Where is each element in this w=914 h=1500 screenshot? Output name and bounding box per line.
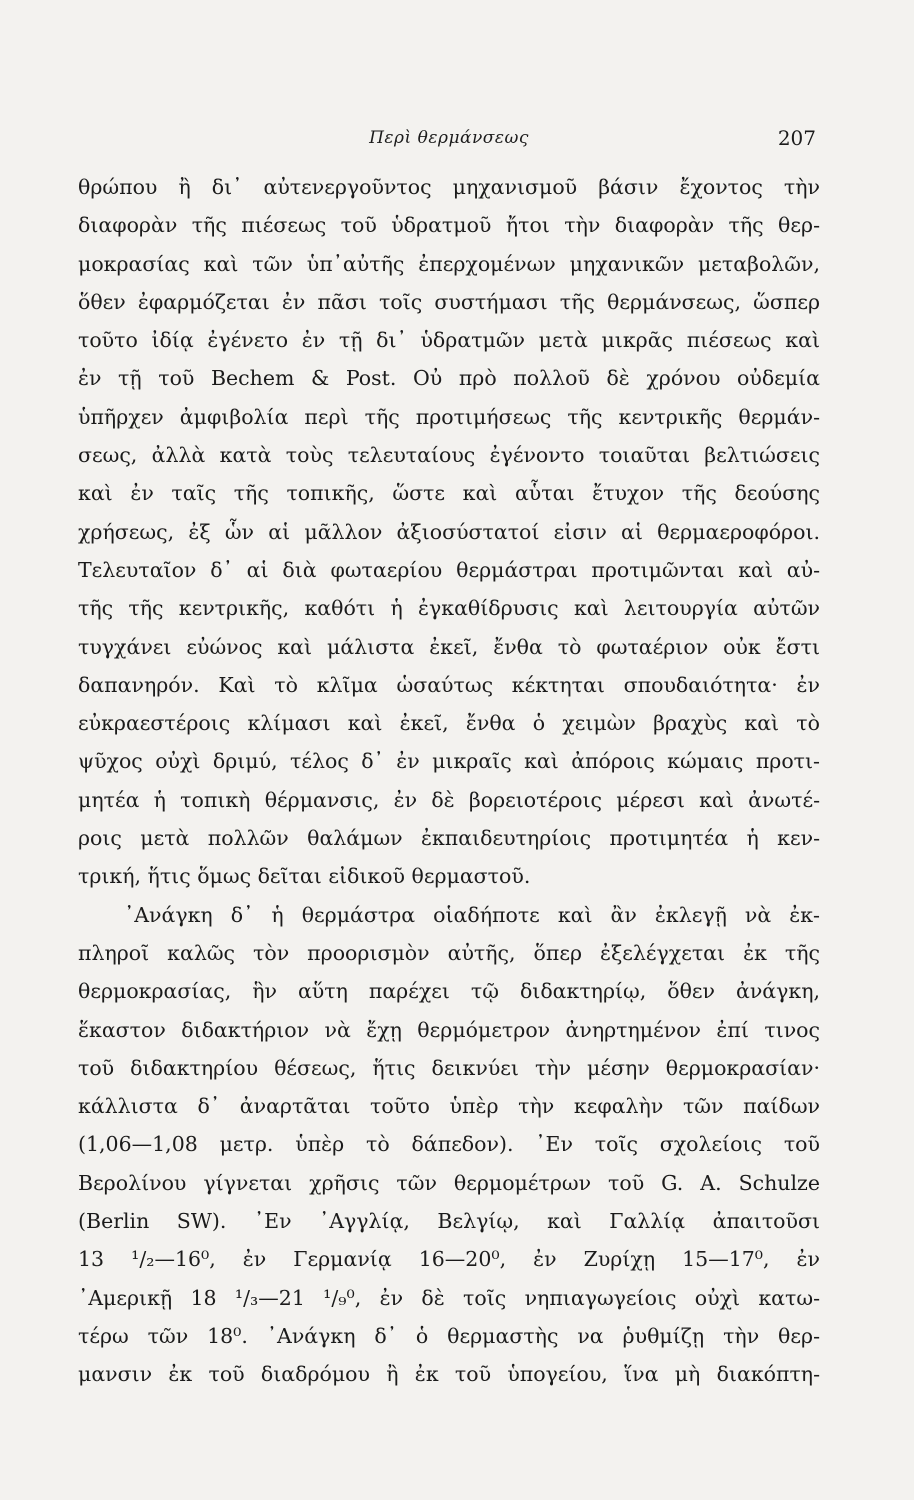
- text-line: τρική, ἥτις ὅμως δεῖται εἰδικοῦ θερμαστοῦ.: [78, 864, 531, 889]
- text-line: τοῦ διδακτηρίου θέσεως, ἥτις δεικνύει τὴν μέσην θερμοκρασίαν·: [78, 1055, 820, 1080]
- text-line: σεως, ἀλλὰ κατὰ τοὺς τελευταίους ἐγένοντο τοιαῦται βελτιώσεις: [78, 443, 820, 468]
- text-line: τυγχάνει εὐώνος καὶ μάλιστα ἐκεῖ, ἔνθα τὸ φωταέριον οὐκ ἔστι: [78, 634, 820, 659]
- text-line: ᾽Αμερικῇ 18 ¹/₃—21 ¹/₉⁰, ἐν δὲ τοῖς νηπιαγωγείοις οὐχὶ κατω-: [78, 1285, 820, 1310]
- text-line: τοῦτο ἰδίᾳ ἐγένετο ἐν τῇ δι᾽ ὑδρατμῶν μετὰ μικρᾶς πιέσεως καὶ: [78, 328, 820, 353]
- text-line: εὐκραεστέροις κλίμασι καὶ ἐκεῖ, ἔνθα ὁ χειμὼν βραχὺς καὶ τὸ: [78, 711, 820, 736]
- text-line: ψῦχος οὐχὶ δριμύ, τέλος δ᾽ ἐν μικραῖς καὶ ἀπόροις κώμαις προτι-: [78, 749, 820, 774]
- text-line: ὅθεν ἐφαρμόζεται ἐν πᾶσι τοῖς συστήμασι τῆς θερμάνσεως, ὥσπερ: [78, 289, 820, 314]
- text-line: (Berlin SW). ᾽Εν ᾽Αγγλίᾳ, Βελγίῳ, καὶ Γαλλίᾳ ἀπαιτοῦσι: [78, 1209, 820, 1234]
- text-line: τέρω τῶν 18⁰. ᾽Ανάγκη δ᾽ ὁ θερμαστὴς να ῥυθμίζῃ τὴν θερ-: [78, 1323, 820, 1348]
- text-line: διαφορὰν τῆς πιέσεως τοῦ ὑδρατμοῦ ἤτοι τὴν διαφορὰν τῆς θερ-: [78, 213, 820, 238]
- text-line: τῆς τῆς κεντρικῆς, καθότι ἡ ἐγκαθίδρυσις καὶ λειτουργία αὐτῶν: [78, 596, 820, 621]
- text-line: ἐν τῇ τοῦ Bechem & Post. Οὐ πρὸ πολλοῦ δὲ χρόνου οὐδεμία: [78, 366, 820, 391]
- body-text: [78, 168, 820, 1394]
- text-line: θερμοκρασίας, ἣν αὕτη παρέχει τῷ διδακτηρίῳ, ὅθεν ἀνάγκη,: [78, 979, 820, 1004]
- text-line: χρήσεως, ἐξ ὧν αἱ μᾶλλον ἀξιοσύστατοί εἰσιν αἱ θερμαεροφόροι.: [78, 519, 820, 544]
- text-line: ἕκαστον διδακτήριον νὰ ἔχῃ θερμόμετρον ἀνηρτημένον ἐπί τινος: [78, 1017, 820, 1042]
- text-line: κάλλιστα δ᾽ ἀναρτᾶται τοῦτο ὑπὲρ τὴν κεφαλὴν τῶν παίδων: [78, 1094, 820, 1119]
- text-line: ὑπῆρχεν ἀμφιβολία περὶ τῆς προτιμήσεως τῆς κεντρικῆς θερμάν-: [78, 404, 820, 429]
- text-line: (1,06—1,08 μετρ. ὑπὲρ τὸ δάπεδον). ᾽Εν τοῖς σχολείοις τοῦ: [78, 1132, 820, 1157]
- text-line: 13 ¹/₂—16⁰, ἐν Γερμανίᾳ 16—20⁰, ἐν Ζυρίχῃ 15—17⁰, ἐν: [78, 1247, 820, 1272]
- text-line: Τελευταῖον δ᾽ αἱ διὰ φωταερίου θερμάστραι προτιμῶνται καὶ αὐ-: [78, 557, 820, 582]
- text-line: Βερολίνου γίγνεται χρῆσις τῶν θερμομέτρων τοῦ G. A. Schulze: [78, 1170, 820, 1195]
- text-line: θρώπου ἢ δι᾽ αὐτενεργοῦντος μηχανισμοῦ βάσιν ἔχοντος τὴν: [78, 175, 820, 199]
- text-line: καὶ ἐν ταῖς τῆς τοπικῆς, ὥστε καὶ αὗται ἔτυχον τῆς δεούσης: [78, 481, 820, 506]
- text-line: ᾽Ανάγκη δ᾽ ἡ θερμάστρα οἱαδήποτε καὶ ἂν ἐκλεγῇ νὰ ἐκ-: [124, 902, 820, 927]
- running-head: [78, 124, 820, 154]
- text-line: δαπανηρόν. Καὶ τὸ κλῖμα ὡσαύτως κέκτηται σπουδαιότητα· ἐν: [78, 672, 820, 697]
- text-line: ροις μετὰ πολλῶν θαλάμων ἐκπαιδευτηρίοις προτιμητέα ἡ κεν-: [78, 826, 820, 851]
- text-line: πληροῖ καλῶς τὸν προορισμὸν αὐτῆς, ὅπερ ἐξελέγχεται ἐκ τῆς: [78, 940, 820, 965]
- running-title: Περὶ θερμάνσεως: [369, 128, 529, 148]
- text-line: μοκρασίας καὶ τῶν ὑπ᾽αὐτῆς ἐπερχομένων μηχανικῶν μεταβολῶν,: [78, 251, 820, 276]
- page-number: 207: [777, 126, 816, 150]
- text-line: μητέα ἡ τοπικὴ θέρμανσις, ἐν δὲ βορειοτέροις μέρεσι καὶ ἀνωτέ-: [78, 787, 820, 812]
- text-line: μανσιν ἐκ τοῦ διαδρόμου ἢ ἐκ τοῦ ὑπογείου, ἵνα μὴ διακόπτη-: [78, 1362, 820, 1387]
